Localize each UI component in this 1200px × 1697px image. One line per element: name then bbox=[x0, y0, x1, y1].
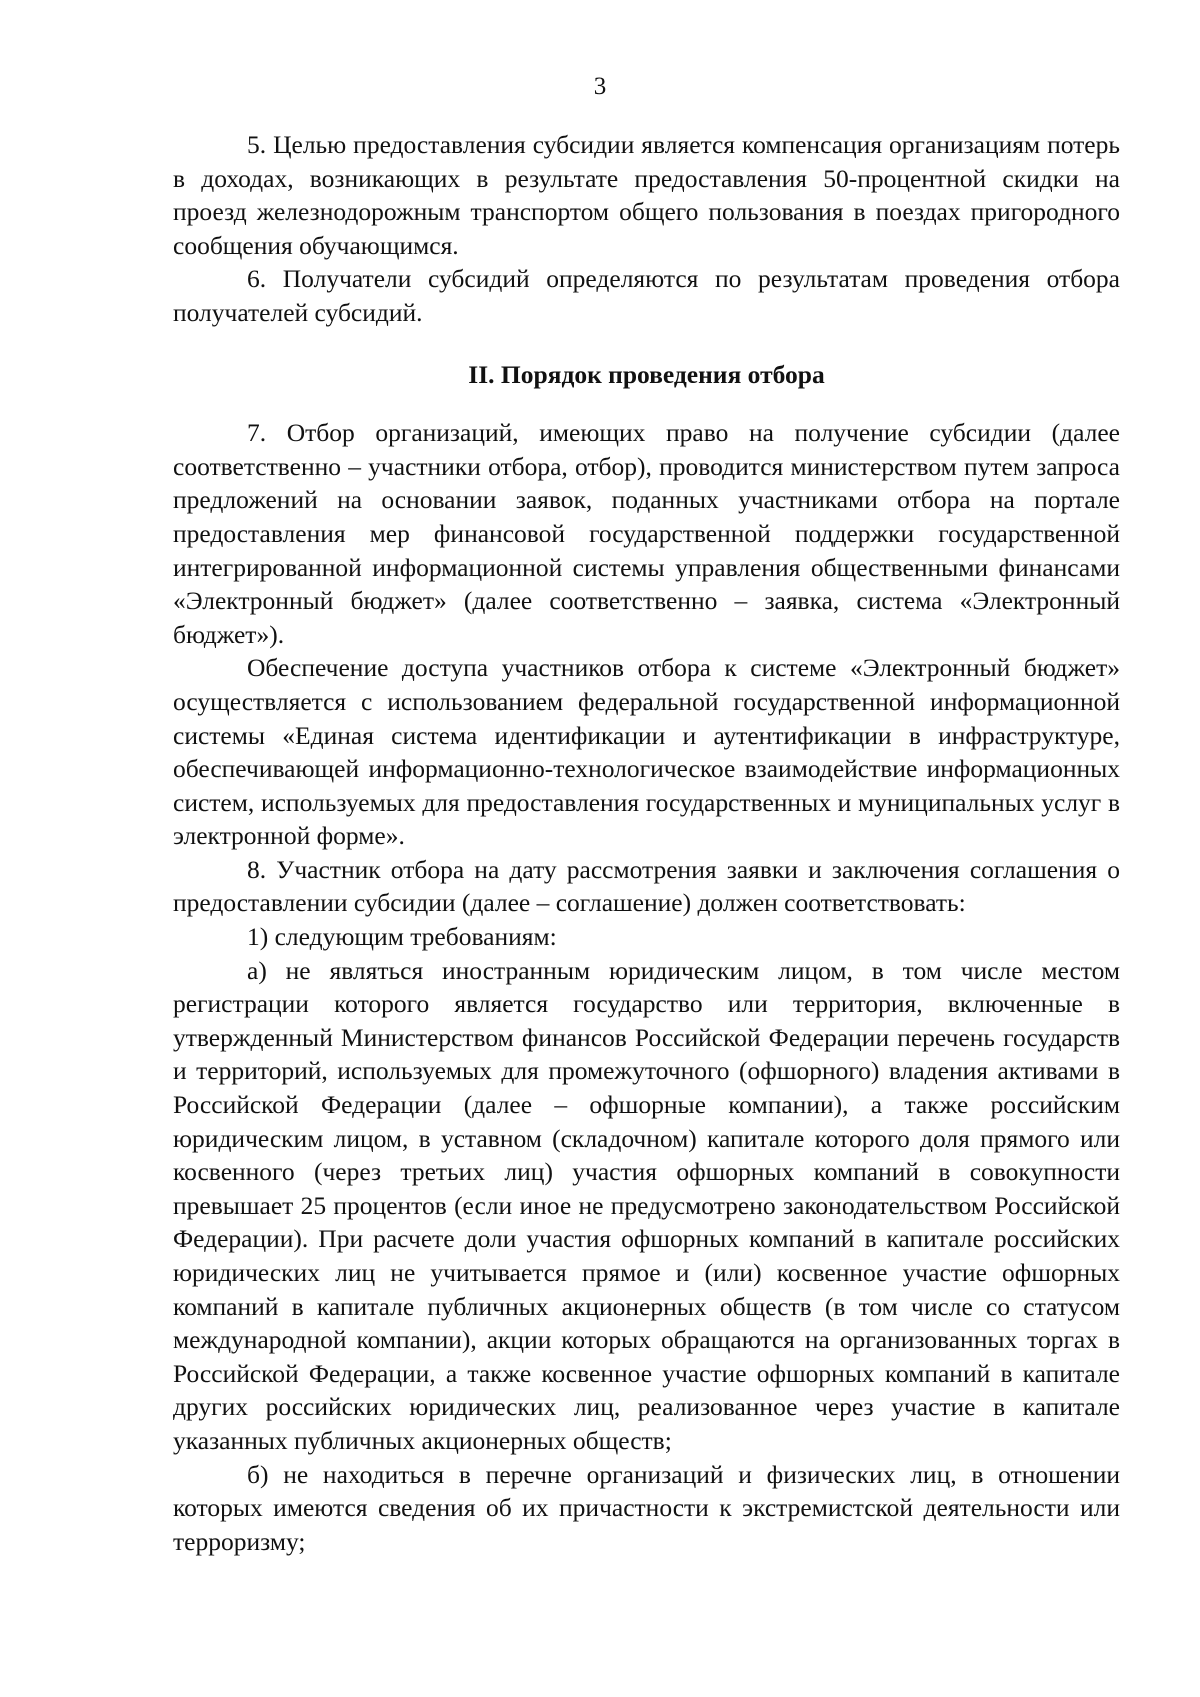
paragraph-7: 7. Отбор организаций, имеющих право на получение субсидии (далее соответственно – участники отбора, отбор), проводится министерством путем запроса предложений на основании заявок, поданных участниками отбора на портале предоставления мер финансовой государственной поддержки государственной интегрированной информационной системы управления общественными финансами «Электронный бюджет» (далее соответственно – заявка, система «Электронный бюджет»). bbox=[173, 418, 1120, 649]
paragraph-8-1: 1) следующим требованиям: bbox=[247, 922, 557, 952]
section-heading: II. Порядок проведения отбора bbox=[468, 359, 825, 389]
paragraph-6: 6. Получатели субсидий определяются по результатам проведения отбора получателей субсидий. bbox=[173, 264, 1120, 327]
paragraph-8-1-b: б) не находиться в перечне организаций и физических лиц, в отношении которых имеются сведения об их причастности к экстремистской деятельности или терроризму; bbox=[173, 1459, 1120, 1556]
paragraph-access: Обеспечение доступа участников отбора к системе «Электронный бюджет» осуществляется с использованием федеральной государственной информационной системы «Единая система идентификации и аутентификации в инфраструктуре, обеспечивающей информационно-технологическое взаимодействие информационных систем, используемых для предоставления государственных и муниципальных услуг в электронной форме». bbox=[173, 653, 1120, 851]
document-body bbox=[173, 128, 1120, 1558]
paragraph-5: 5. Целью предоставления субсидии является компенсация организациям потерь в доходах, возникающих в результате предоставления 50-процентной скидки на проезд железнодорожным транспортом общего пользования в поездах пригородного сообщения обучающимся. bbox=[173, 130, 1120, 260]
page-number: 3 bbox=[593, 73, 607, 100]
paragraph-8: 8. Участник отбора на дату рассмотрения заявки и заключения соглашения о предоставлении субсидии (далее – соглашение) должен соответствовать: bbox=[173, 854, 1120, 918]
paragraph-8-1-a: а) не являться иностранным юридическим лицом, в том числе местом регистрации которого является государство или территория, включенные в утвержденный Министерством финансов Российской Федерации перечень государств и территорий, используемых для промежуточного (офшорного) владения активами в Российской Федерации (далее – офшорные компании), а также российским юридическим лицом, в уставном (складочном) капитале которого доля прямого или косвенного (через третьих лиц) участия офшорных компаний в совокупности превышает 25 процентов (если иное не предусмотрено законодательством Российской Федерации). При расчете доли участия офшорных компаний в капитале российских юридических лиц не учитывается прямое и (или) косвенное участие офшорных компаний в капитале публичных акционерных обществ (в том числе со статусом международной компании), акции которых обращаются на организованных торгах в Российской Федерации, а также косвенное участие офшорных компаний в капитале других российских юридических лиц, реализованное через участие в капитале указанных публичных акционерных обществ; bbox=[173, 955, 1120, 1455]
